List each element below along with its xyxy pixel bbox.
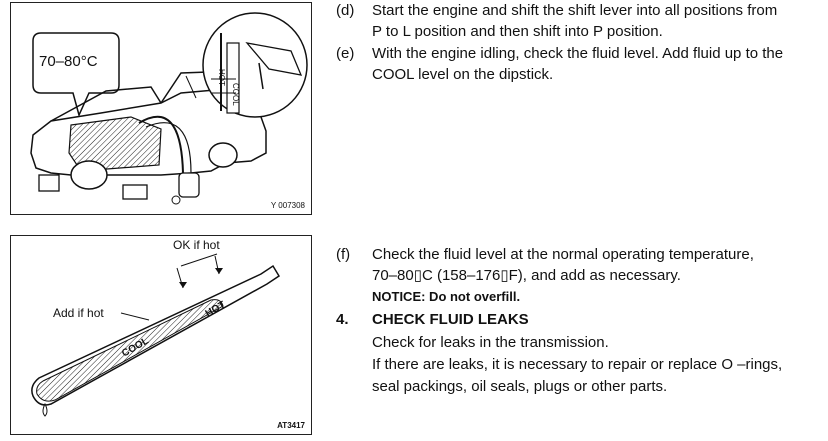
step-line: With the engine idling, check the fluid level. Add fluid up to the — [372, 45, 784, 62]
figure-car-fluid-check — [10, 2, 312, 215]
section-line: seal packings, oil seals, plugs or other parts. — [372, 378, 668, 395]
temperature-callout-bubble — [33, 33, 119, 115]
hot-level-mark: HOT — [203, 299, 228, 320]
step-mark: (e) — [336, 45, 355, 62]
ok-if-hot-label: OK if hot — [173, 238, 220, 252]
step-line: P to L position and then shift into P position. — [372, 23, 663, 40]
dipstick-cool-mark: COOL — [231, 83, 240, 106]
section-line: If there are leaks, it is necessary to repair or replace O –rings, — [372, 356, 783, 373]
notice-text: NOTICE: Do not overfill. — [372, 289, 521, 304]
dipstick-illustration — [11, 236, 311, 434]
step-line: Check the fluid level at the normal operating temperature, — [372, 246, 754, 263]
step-line: 70–80▯C (158–176▯F), and add as necessary. — [372, 267, 681, 284]
figure-code: AT3417 — [277, 421, 305, 430]
car-illustration — [11, 3, 311, 214]
section-number: 4. — [336, 311, 349, 328]
step-line: COOL level on the dipstick. — [372, 66, 554, 83]
figure-dipstick-levels — [10, 235, 312, 435]
section-line: Check for leaks in the transmission. — [372, 334, 609, 351]
cool-level-mark: COOL — [120, 335, 151, 360]
figure-code: Y 007308 — [270, 201, 305, 210]
step-line: Start the engine and shift the shift lever into all positions from — [372, 2, 778, 19]
add-if-hot-label: Add if hot — [53, 306, 104, 320]
step-mark: (d) — [336, 2, 355, 19]
section-title: CHECK FLUID LEAKS — [372, 311, 529, 328]
step-mark: (f) — [336, 246, 351, 263]
dipstick-hot-mark: HOT — [217, 69, 226, 86]
temperature-callout-text: 70–80°C — [39, 53, 98, 70]
